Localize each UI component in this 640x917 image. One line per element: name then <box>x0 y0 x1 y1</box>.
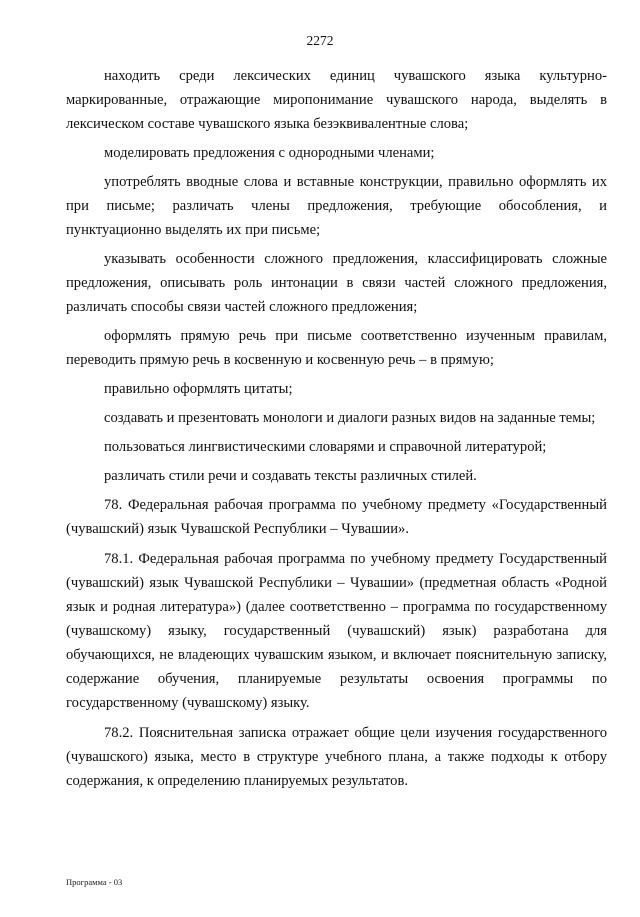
paragraph: оформлять прямую речь при письме соответственно изученным правилам, переводить прямую речь в косвенную и косвенную речь – в прямую; <box>66 328 607 368</box>
paragraph: правильно оформлять цитаты; <box>104 381 293 397</box>
paragraph: моделировать предложения с однородными членами; <box>104 145 435 161</box>
section-78-2-paragraph: 78.2. Пояснительная записка отражает общие цели изучения государственного (чувашского) языка, место в структуре учебного плана, а также подходы к отбору содержания, к определению планируемых результатов. <box>66 725 607 789</box>
paragraph: пользоваться лингвистическими словарями и справочной литературой; <box>104 439 547 455</box>
paragraph: употреблять вводные слова и вставные конструкции, правильно оформлять их при письме; различать члены предложения, требующие обособления, и пунктуационно выделять их при письме; <box>66 174 607 238</box>
paragraph: различать стили речи и создавать тексты различных стилей. <box>104 468 477 484</box>
page-number: 2272 <box>306 33 334 48</box>
document-body <box>66 64 607 798</box>
paragraph: указывать особенности сложного предложения, классифицировать сложные предложения, описывать роль интонации в связи частей сложного предложения, различать способы связи частей сложного предложения; <box>66 251 607 315</box>
section-78-heading: 78. Федеральная рабочая программа по учебному предмету «Государственный (чувашский) язык Чувашской Республики – Чувашии». <box>66 497 607 537</box>
section-78-1-paragraph: 78.1. Федеральная рабочая программа по учебному предмету Государственный (чувашский) язык Чувашской Республики – Чувашии» (предметная область «Родной язык и родная литература») (далее соответственно – программа по государственному (чувашскому) языку, государственный (чувашский) язык) разработана для обучающихся, не владеющих чувашским языком, и включает пояснительную записку, содержание обучения, планируемые результаты освоения программы по государственному (чувашскому) языку. <box>66 551 607 711</box>
footer-label: Программа - 03 <box>66 877 123 887</box>
paragraph: находить среди лексических единиц чувашского языка культурно-маркированные, отражающие миропонимание чувашского народа, выделять в лексическом составе чувашского языка безэквивалентные слова; <box>66 68 607 132</box>
paragraph: создавать и презентовать монологи и диалоги разных видов на заданные темы; <box>104 410 596 426</box>
